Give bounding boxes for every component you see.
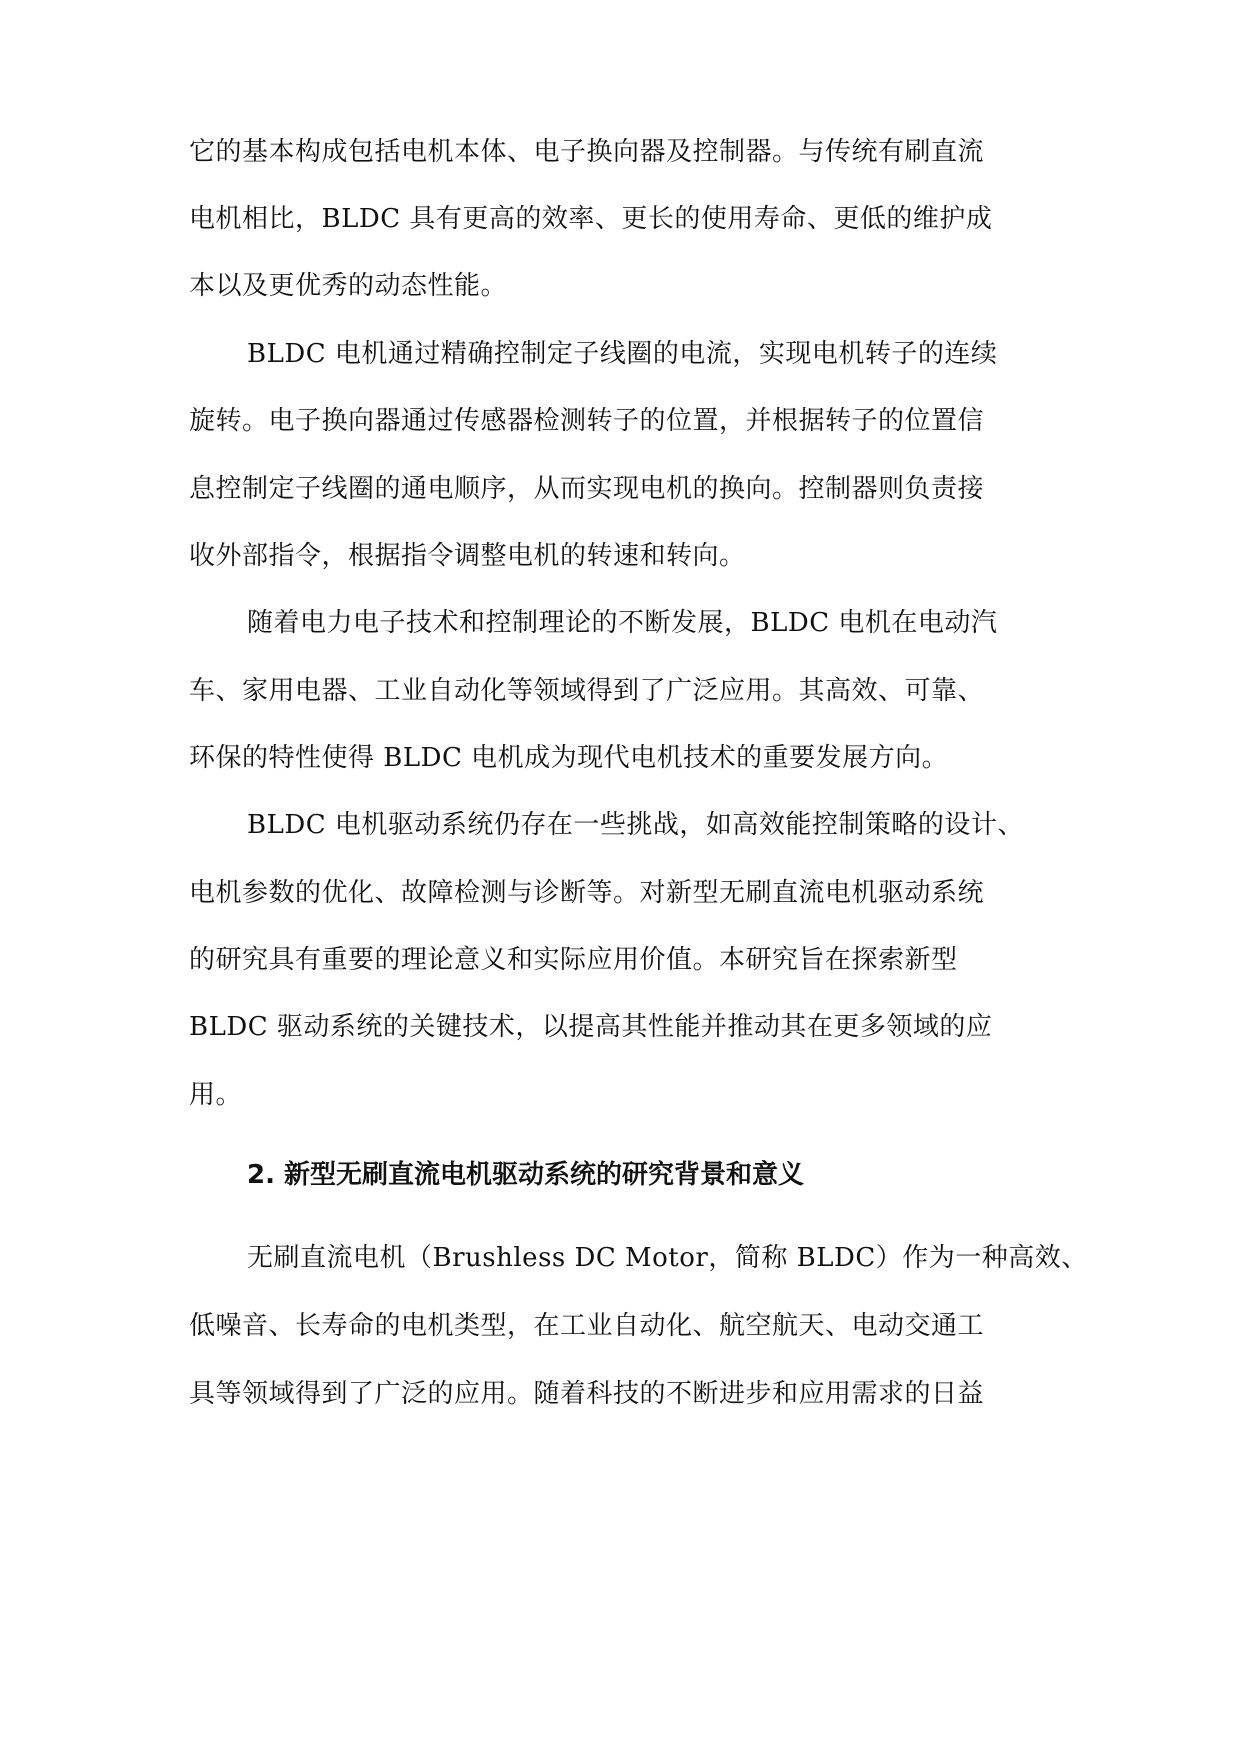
paragraph-4-line-2: 电机参数的优化、故障检测与诊断等。对新型无刷直流电机驱动系统 [189, 878, 985, 908]
paragraph-4-line-1: BLDC 电机驱动系统仍存在一些挑战，如高效能控制策略的设计、 [247, 810, 1024, 840]
paragraph-1-line-2: 电机相比，BLDC 具有更高的效率、更长的使用寿命、更低的维护成 [189, 204, 993, 234]
paragraph-1-line-1: 它的基本构成包括电机本体、电子换向器及控制器。与传统有刷直流 [189, 137, 985, 167]
paragraph-3-line-1: 随着电力电子技术和控制理论的不断发展，BLDC 电机在电动汽 [247, 608, 998, 638]
paragraph-2-line-4: 收外部指令，根据指令调整电机的转速和转向。 [189, 541, 746, 571]
section-paragraph-line-1: 无刷直流电机（Brushless DC Motor，简称 BLDC）作为一种高效、 [247, 1243, 1088, 1273]
paragraph-2-line-2: 旋转。电子换向器通过传感器检测转子的位置，并根据转子的位置信 [189, 406, 985, 436]
paragraph-1-line-3: 本以及更优秀的动态性能。 [189, 271, 508, 301]
paragraph-4-line-5: 用。 [189, 1080, 243, 1110]
paragraph-2-line-3: 息控制定子线圈的通电顺序，从而实现电机的换向。控制器则负责接 [189, 474, 985, 504]
section-paragraph-line-2: 低噪音、长寿命的电机类型，在工业自动化、航空航天、电动交通工 [189, 1311, 985, 1341]
paragraph-3-line-2: 车、家用电器、工业自动化等领域得到了广泛应用。其高效、可靠、 [189, 676, 985, 706]
section-paragraph-line-3: 具等领域得到了广泛的应用。随着科技的不断进步和应用需求的日益 [189, 1379, 985, 1409]
paragraph-3-line-3: 环保的特性使得 BLDC 电机成为现代电机技术的重要发展方向。 [189, 743, 949, 773]
paragraph-4-line-3: 的研究具有重要的理论意义和实际应用价值。本研究旨在探索新型 [189, 945, 958, 975]
paragraph-2-line-1: BLDC 电机通过精确控制定子线圈的电流，实现电机转子的连续 [247, 339, 998, 369]
section-heading: 2. 新型无刷直流电机驱动系统的研究背景和意义 [247, 1160, 805, 1190]
paragraph-4-line-4: BLDC 驱动系统的关键技术，以提高其性能并推动其在更多领域的应 [189, 1012, 993, 1042]
